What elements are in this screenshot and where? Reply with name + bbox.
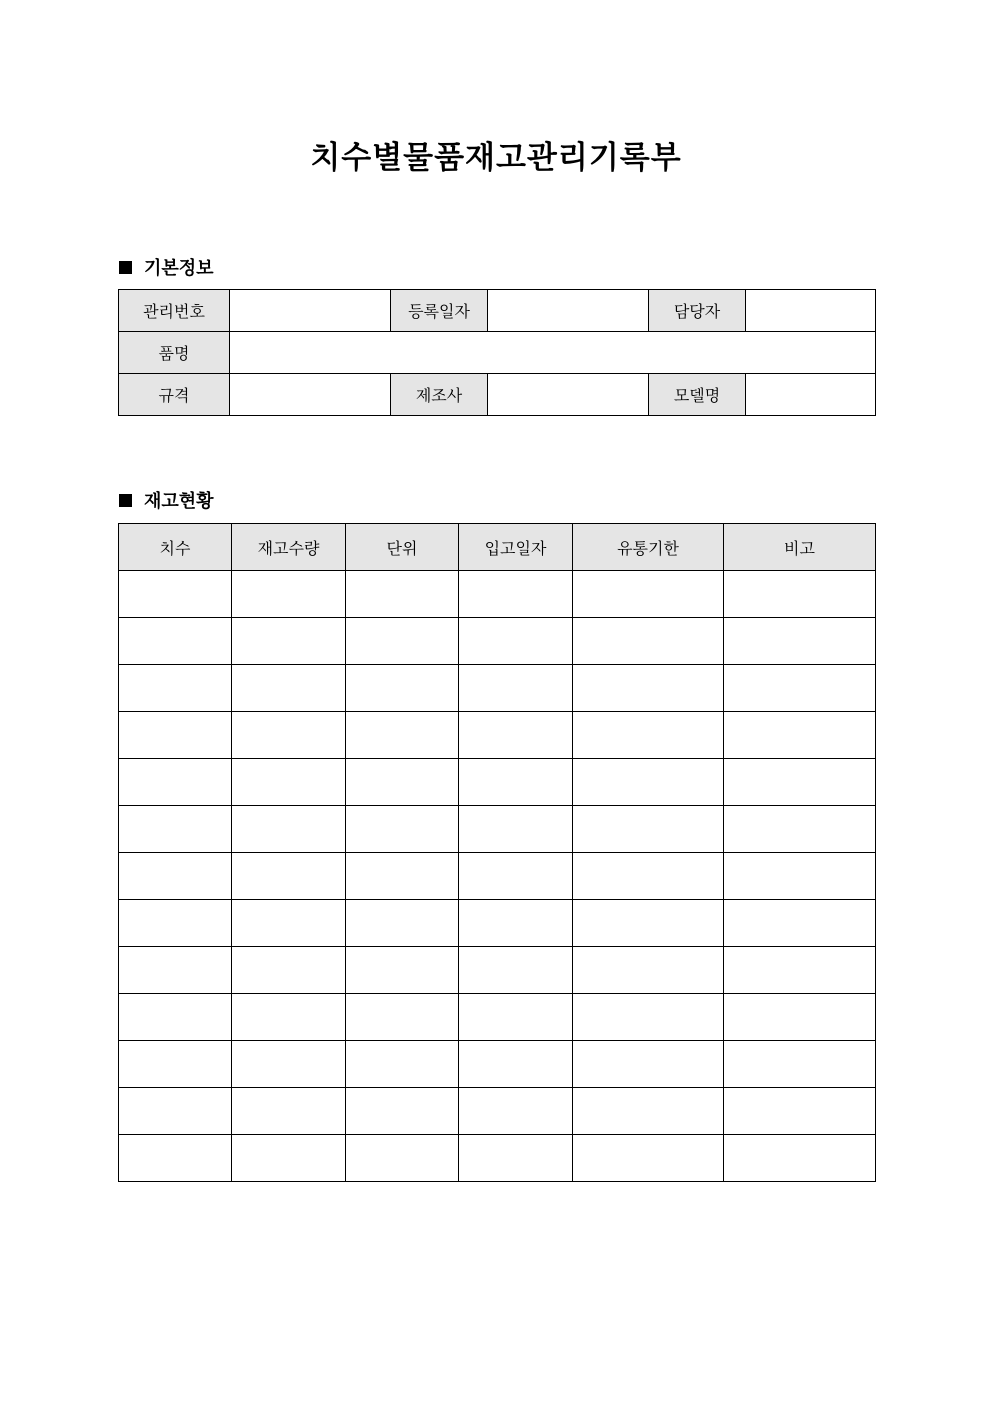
table-row — [119, 900, 876, 947]
quantity-cell[interactable] — [232, 1041, 346, 1088]
item-name-field[interactable] — [230, 332, 876, 374]
section-heading-label: 기본정보 — [144, 258, 214, 279]
expiry-date-cell[interactable] — [573, 853, 724, 900]
unit-cell[interactable] — [346, 665, 459, 712]
unit-cell[interactable] — [346, 618, 459, 665]
column-header-remarks: 비고 — [724, 524, 876, 571]
specification-field[interactable] — [230, 374, 391, 416]
table-row — [119, 947, 876, 994]
unit-cell[interactable] — [346, 806, 459, 853]
label-manager: 담당자 — [649, 290, 746, 332]
remarks-cell[interactable] — [724, 1041, 876, 1088]
unit-cell[interactable] — [346, 712, 459, 759]
received-date-cell[interactable] — [459, 994, 573, 1041]
size-cell[interactable] — [119, 1041, 232, 1088]
table-row — [119, 665, 876, 712]
size-cell[interactable] — [119, 853, 232, 900]
table-row — [119, 1135, 876, 1182]
label-management-number: 관리번호 — [119, 290, 230, 332]
table-header-row — [119, 524, 876, 571]
size-cell[interactable] — [119, 618, 232, 665]
expiry-date-cell[interactable] — [573, 806, 724, 853]
table-row — [119, 1088, 876, 1135]
received-date-cell[interactable] — [459, 618, 573, 665]
remarks-cell[interactable] — [724, 806, 876, 853]
size-cell[interactable] — [119, 1135, 232, 1182]
stock-status-table — [118, 523, 876, 1182]
expiry-date-cell[interactable] — [573, 1088, 724, 1135]
table-row — [119, 806, 876, 853]
remarks-cell[interactable] — [724, 571, 876, 618]
remarks-cell[interactable] — [724, 994, 876, 1041]
table-row — [119, 712, 876, 759]
label-specification: 규격 — [119, 374, 230, 416]
table-row — [119, 290, 876, 332]
manufacturer-field[interactable] — [488, 374, 649, 416]
quantity-cell[interactable] — [232, 618, 346, 665]
table-row — [119, 571, 876, 618]
label-registration-date: 등록일자 — [391, 290, 488, 332]
quantity-cell[interactable] — [232, 759, 346, 806]
remarks-cell[interactable] — [724, 665, 876, 712]
management-number-field[interactable] — [230, 290, 391, 332]
quantity-cell[interactable] — [232, 1135, 346, 1182]
received-date-cell[interactable] — [459, 1041, 573, 1088]
label-manufacturer: 제조사 — [391, 374, 488, 416]
remarks-cell[interactable] — [724, 759, 876, 806]
label-item-name: 품명 — [119, 332, 230, 374]
quantity-cell[interactable] — [232, 853, 346, 900]
received-date-cell[interactable] — [459, 1088, 573, 1135]
size-cell[interactable] — [119, 947, 232, 994]
table-row — [119, 374, 876, 416]
label-model-name: 모델명 — [649, 374, 746, 416]
model-name-field[interactable] — [746, 374, 876, 416]
quantity-cell[interactable] — [232, 806, 346, 853]
received-date-cell[interactable] — [459, 1135, 573, 1182]
expiry-date-cell[interactable] — [573, 712, 724, 759]
column-header-expiry-date: 유통기한 — [573, 524, 724, 571]
quantity-cell[interactable] — [232, 994, 346, 1041]
received-date-cell[interactable] — [459, 759, 573, 806]
section-heading-stock-status — [119, 487, 214, 513]
expiry-date-cell[interactable] — [573, 994, 724, 1041]
expiry-date-cell[interactable] — [573, 1135, 724, 1182]
expiry-date-cell[interactable] — [573, 759, 724, 806]
unit-cell[interactable] — [346, 1135, 459, 1182]
size-cell[interactable] — [119, 712, 232, 759]
table-row — [119, 618, 876, 665]
size-cell[interactable] — [119, 571, 232, 618]
basic-info-table — [118, 289, 876, 416]
size-cell[interactable] — [119, 665, 232, 712]
column-header-size: 치수 — [119, 524, 232, 571]
quantity-cell[interactable] — [232, 1088, 346, 1135]
size-cell[interactable] — [119, 900, 232, 947]
table-row — [119, 994, 876, 1041]
received-date-cell[interactable] — [459, 947, 573, 994]
quantity-cell[interactable] — [232, 900, 346, 947]
expiry-date-cell[interactable] — [573, 1041, 724, 1088]
unit-cell[interactable] — [346, 1088, 459, 1135]
size-cell[interactable] — [119, 994, 232, 1041]
quantity-cell[interactable] — [232, 571, 346, 618]
manager-field[interactable] — [746, 290, 876, 332]
remarks-cell[interactable] — [724, 618, 876, 665]
expiry-date-cell[interactable] — [573, 900, 724, 947]
quantity-cell[interactable] — [232, 947, 346, 994]
page-title: 치수별물품재고관리기록부 — [310, 140, 682, 176]
remarks-cell[interactable] — [724, 947, 876, 994]
column-header-unit: 단위 — [346, 524, 459, 571]
square-bullet-icon — [119, 494, 132, 507]
square-bullet-icon — [119, 261, 132, 274]
section-heading-basic-info — [119, 254, 214, 280]
expiry-date-cell[interactable] — [573, 618, 724, 665]
size-cell[interactable] — [119, 759, 232, 806]
unit-cell[interactable] — [346, 853, 459, 900]
table-row — [119, 759, 876, 806]
quantity-cell[interactable] — [232, 712, 346, 759]
received-date-cell[interactable] — [459, 712, 573, 759]
remarks-cell[interactable] — [724, 1135, 876, 1182]
expiry-date-cell[interactable] — [573, 947, 724, 994]
section-heading-label: 재고현황 — [144, 491, 214, 512]
received-date-cell[interactable] — [459, 853, 573, 900]
expiry-date-cell[interactable] — [573, 571, 724, 618]
remarks-cell[interactable] — [724, 853, 876, 900]
remarks-cell[interactable] — [724, 1088, 876, 1135]
unit-cell[interactable] — [346, 994, 459, 1041]
received-date-cell[interactable] — [459, 806, 573, 853]
table-row — [119, 1041, 876, 1088]
unit-cell[interactable] — [346, 947, 459, 994]
unit-cell[interactable] — [346, 900, 459, 947]
received-date-cell[interactable] — [459, 571, 573, 618]
column-header-quantity: 재고수량 — [232, 524, 346, 571]
table-row — [119, 332, 876, 374]
unit-cell[interactable] — [346, 571, 459, 618]
received-date-cell[interactable] — [459, 665, 573, 712]
column-header-received-date: 입고일자 — [459, 524, 573, 571]
size-cell[interactable] — [119, 1088, 232, 1135]
expiry-date-cell[interactable] — [573, 665, 724, 712]
unit-cell[interactable] — [346, 1041, 459, 1088]
remarks-cell[interactable] — [724, 712, 876, 759]
table-row — [119, 853, 876, 900]
registration-date-field[interactable] — [488, 290, 649, 332]
size-cell[interactable] — [119, 806, 232, 853]
unit-cell[interactable] — [346, 759, 459, 806]
received-date-cell[interactable] — [459, 900, 573, 947]
remarks-cell[interactable] — [724, 900, 876, 947]
quantity-cell[interactable] — [232, 665, 346, 712]
